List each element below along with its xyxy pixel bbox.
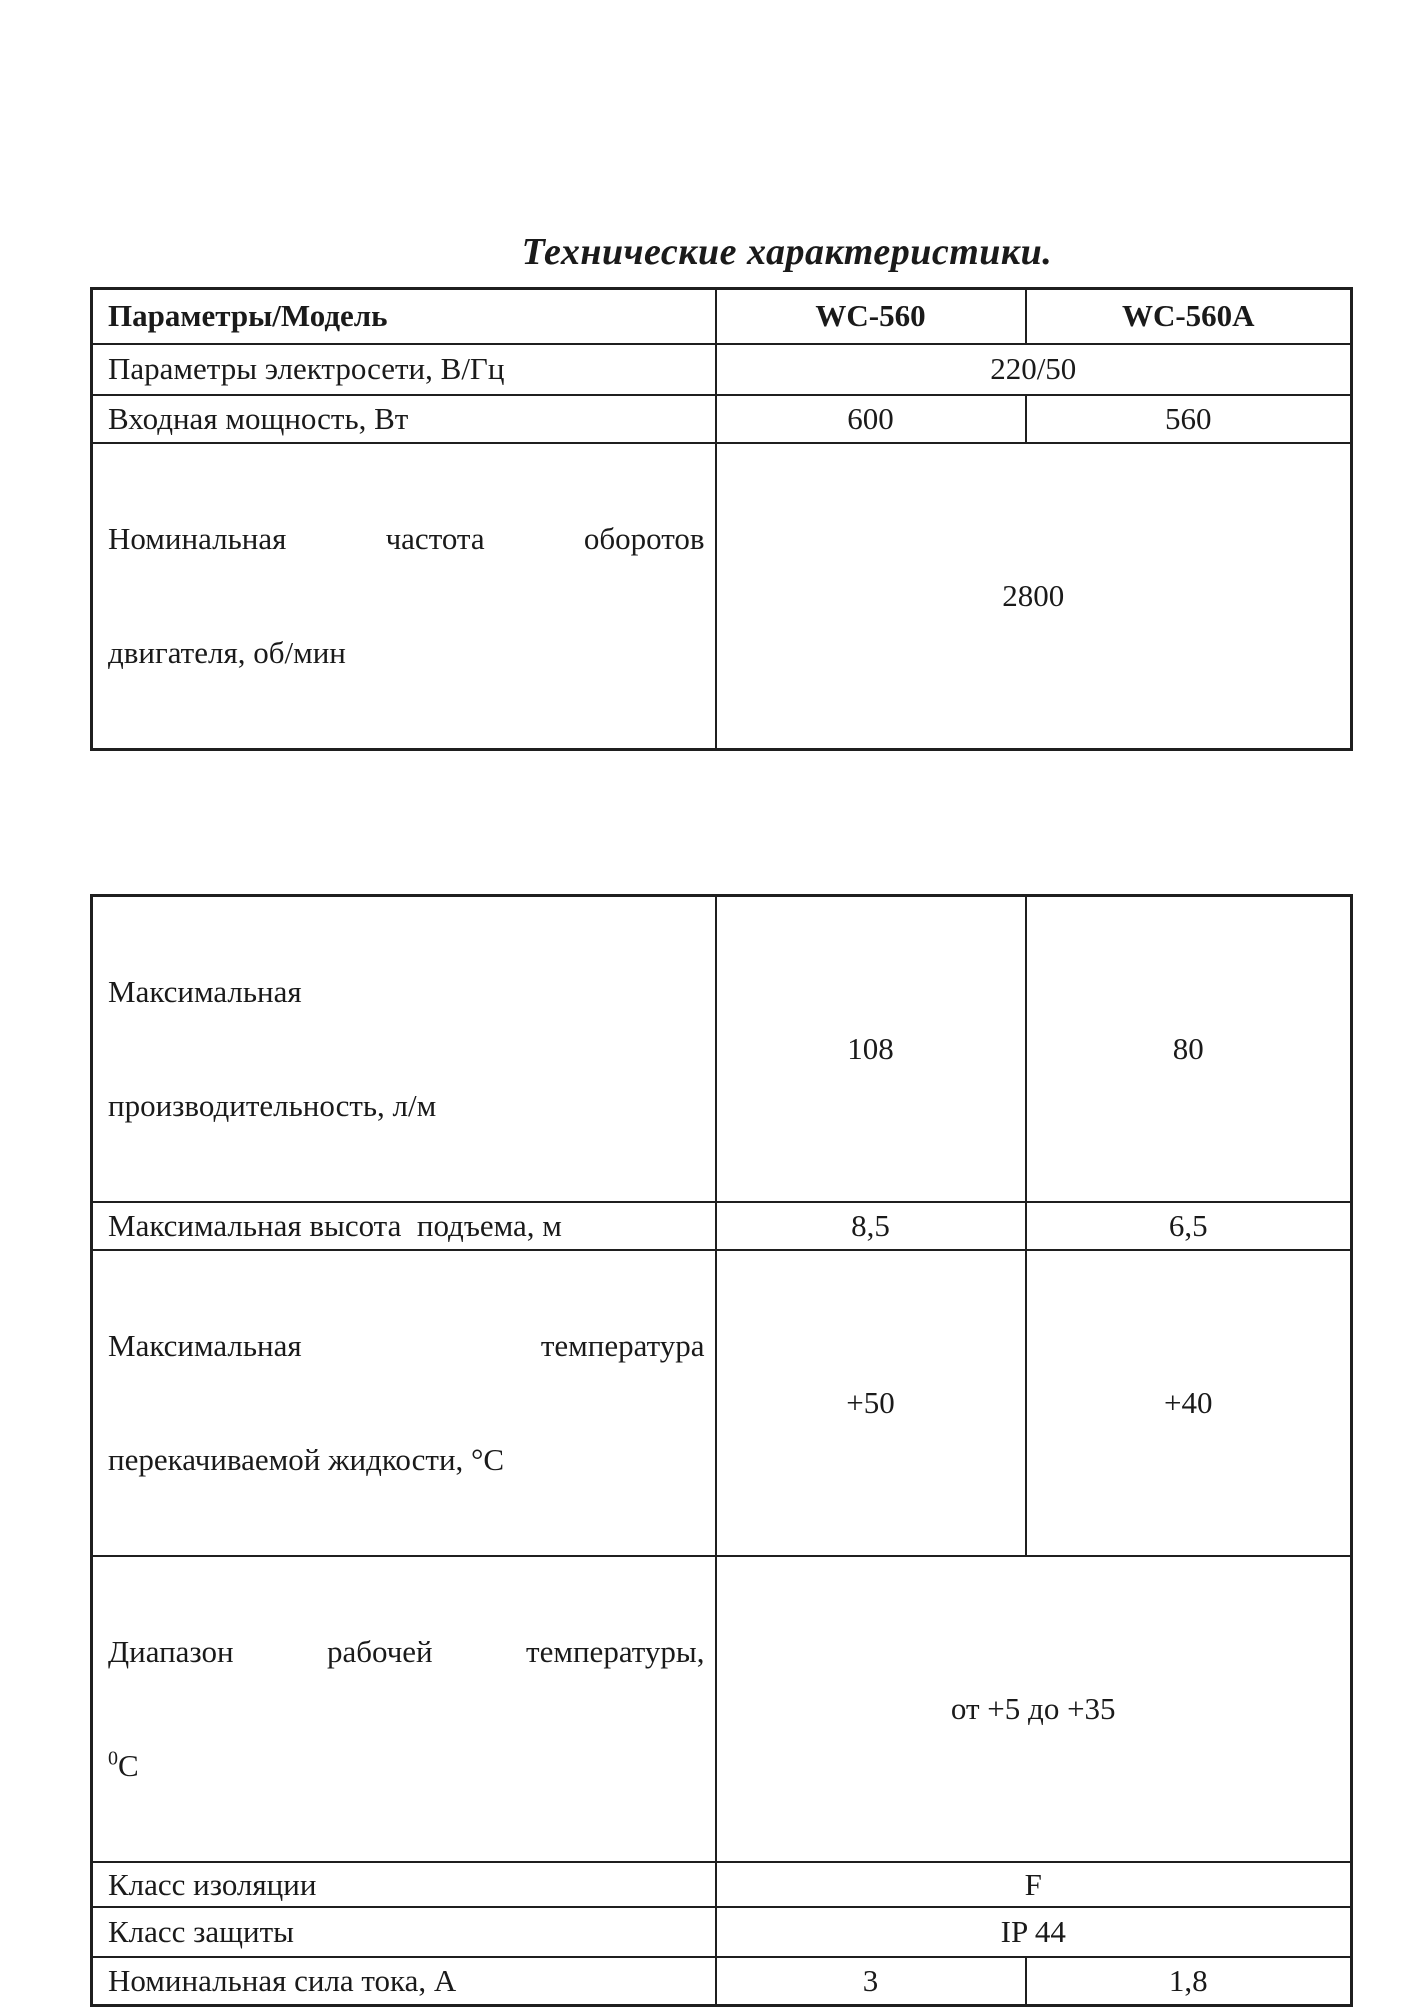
table-row <box>92 896 1352 1203</box>
table-row <box>92 1862 1352 1907</box>
cell-value-rated-motor-speed-merged: 2800 <box>716 443 1352 750</box>
table-header-row <box>92 289 1352 344</box>
cell-label-operating-temperature-range <box>92 1556 716 1862</box>
table-row <box>92 1202 1352 1250</box>
cell-label-rated-current: Номинальная сила тока, А <box>92 1957 716 2005</box>
cell-value-mains-merged: 220/50 <box>716 344 1352 395</box>
header-cell-parameters: Параметры/Модель <box>92 289 716 344</box>
label-line-1: Номинальная частота оборотов <box>108 520 705 556</box>
table-row <box>92 395 1352 443</box>
cell-label-insulation-class: Класс изоляции <box>92 1862 716 1907</box>
cell-value-max-lift-height-wc560: 8,5 <box>716 1202 1026 1250</box>
cell-value-max-liquid-temperature-wc560: +50 <box>716 1250 1026 1556</box>
cell-value-insulation-class-merged: F <box>716 1862 1352 1907</box>
spec-table-top <box>90 287 1353 751</box>
header-cell-model-wc560a: WC-560A <box>1026 289 1352 344</box>
table-row <box>92 443 1352 750</box>
cell-value-rated-current-wc560a: 1,8 <box>1026 1957 1352 2005</box>
cell-value-operating-temperature-merged: от +5 до +35 <box>716 1556 1352 1862</box>
cell-value-input-power-wc560a: 560 <box>1026 395 1352 443</box>
label-line-2: производительность, л/м <box>108 1088 437 1123</box>
cell-label-max-capacity <box>92 896 716 1203</box>
table-row <box>92 1556 1352 1862</box>
label-line-1: Диапазон рабочей температуры, <box>108 1634 705 1669</box>
cell-label-max-lift-height: Максимальная высота подъема, м <box>92 1202 716 1250</box>
cell-label-protection-class: Класс защиты <box>92 1907 716 1957</box>
label-line-1: Максимальная <box>108 974 302 1009</box>
celsius-letter: С <box>118 1748 139 1783</box>
cell-value-max-capacity-wc560a: 80 <box>1026 896 1352 1203</box>
spec-table-bottom <box>90 894 1353 2007</box>
label-line-2: перекачиваемой жидкости, °С <box>108 1442 505 1477</box>
label-line-2: двигателя, об/мин <box>108 634 346 670</box>
table-row <box>92 344 1352 395</box>
label-line-2 <box>108 1745 705 1787</box>
label-line-1: Максимальная температура <box>108 1328 705 1363</box>
cell-value-protection-class-merged: IP 44 <box>716 1907 1352 1957</box>
cell-value-max-capacity-wc560: 108 <box>716 896 1026 1203</box>
page-title: Технические характеристики. <box>521 231 1053 273</box>
cell-label-max-liquid-temperature <box>92 1250 716 1556</box>
header-cell-model-wc560: WC-560 <box>716 289 1026 344</box>
table-row <box>92 1250 1352 1556</box>
cell-value-input-power-wc560: 600 <box>716 395 1026 443</box>
cell-label-rated-motor-speed <box>92 443 716 750</box>
cell-value-rated-current-wc560: 3 <box>716 1957 1026 2005</box>
cell-value-max-lift-height-wc560a: 6,5 <box>1026 1202 1352 1250</box>
cell-value-max-liquid-temperature-wc560a: +40 <box>1026 1250 1352 1556</box>
superscript-zero: 0 <box>108 1747 118 1770</box>
cell-label-input-power: Входная мощность, Вт <box>92 395 716 443</box>
table-row <box>92 1957 1352 2005</box>
table-row <box>92 1907 1352 1957</box>
cell-label-mains-parameters: Параметры электросети, В/Гц <box>92 344 716 395</box>
